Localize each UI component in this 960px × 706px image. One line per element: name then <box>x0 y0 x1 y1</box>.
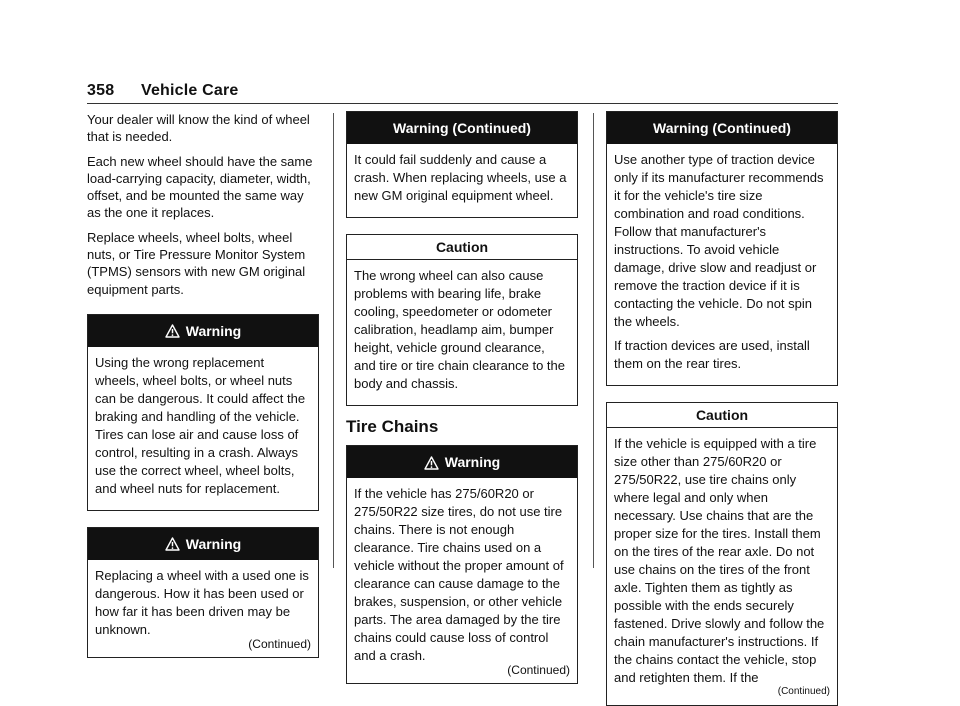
column-2 <box>346 111 578 684</box>
warning-continued-box <box>606 111 838 386</box>
warning-triangle-icon <box>165 537 180 551</box>
warning-triangle-icon <box>424 456 439 470</box>
header-rule <box>87 103 838 104</box>
warning-box <box>87 314 319 511</box>
column-3 <box>606 111 838 706</box>
warning-text: Using the wrong replacement wheels, wheel bolts, or wheel nuts can be dangerous. It could affect the braking and handling of the vehicle. Tires can lose air and cause loss of control, resulting in a crash. Always use the correct wheel, wheel bolts, and wheel nuts for replacement. <box>95 354 306 496</box>
warning-text: If the vehicle has 275/60R20 or 275/50R22 size tires, do not use tire chains. There is not enough clearance. Tire chains used on a vehicle without the proper amount of clearance can cause damage to the brakes, suspension, or other vehicle parts. The area damaged by the tire chains could cause loss of control and a crash. <box>354 486 564 664</box>
warning-text: Use another type of traction device only if its manufacturer recommends it for the vehicle's tire size combination and road conditions. Follow that manufacturer's instructions. To avoid vehicle damage, drive slow and readjust or remove the traction device if it is contacting the vehicle. Do not spin the wheels. <box>614 152 824 329</box>
warning-text: If traction devices are used, install them on the rear tires. <box>614 338 810 371</box>
warning-title: Warning <box>185 322 242 339</box>
warning-header: Warning (Continued) <box>607 112 837 144</box>
caution-box <box>606 402 838 706</box>
warning-box <box>87 527 319 658</box>
paragraph: Each new wheel should have the same load-carrying capacity, diameter, width, offset, and be mounted the same way as the one it replaces. <box>87 153 313 221</box>
column-1 <box>87 111 319 658</box>
warning-title: Warning <box>444 454 501 471</box>
warning-body <box>607 144 837 385</box>
page-header <box>87 82 239 100</box>
warning-box <box>346 445 578 684</box>
caution-body <box>607 428 837 705</box>
warning-body <box>347 144 577 217</box>
warning-header <box>88 528 318 560</box>
warning-title: Warning <box>185 535 242 552</box>
column-divider <box>333 113 334 568</box>
continued-label: (Continued) <box>507 663 570 678</box>
continued-label: (Continued) <box>777 686 830 697</box>
warning-triangle-icon <box>165 324 180 338</box>
warning-text: It could fail suddenly and cause a crash. When replacing wheels, use a new GM original equipment wheel. <box>354 152 567 203</box>
caution-body <box>347 260 577 405</box>
caution-text: If the vehicle is equipped with a tire size other than 275/60R20 or 275/50R22, use tire chains only where legal and only when necessary. Use chains that are the proper size for the tires. Install them on the tires of the rear axle. Do not use chains on the tires of the front axle. Tighten them as tightly as possible with the ends securely fastened. Drive slowly and follow the chain manufacturer's instructions. If the chains contact the vehicle, stop and retighten them. If the <box>614 436 825 685</box>
caution-header: Caution <box>607 403 837 428</box>
paragraph: Your dealer will know the kind of wheel that is needed. <box>87 112 310 145</box>
caution-box <box>346 234 578 406</box>
tire-chains-heading: Tire Chains <box>346 417 439 436</box>
page-number: 358 <box>87 82 115 99</box>
warning-header: Warning (Continued) <box>347 112 577 144</box>
warning-body <box>347 478 577 683</box>
warning-text: Replacing a wheel with a used one is dangerous. How it has been used or how far it has been driven may be unknown. <box>95 567 309 637</box>
caution-text: The wrong wheel can also cause problems with bearing life, brake cooling, speedometer or odometer calibration, headlamp aim, bumper height, vehicle ground clearance, and tire or tire chain clearance to the body and chassis. <box>354 268 566 391</box>
paragraph: Replace wheels, wheel bolts, wheel nuts, or Tire Pressure Monitor System (TPMS) sensors with new GM original equipment parts. <box>87 229 306 297</box>
caution-header: Caution <box>347 235 577 260</box>
warning-body <box>88 560 318 657</box>
section-title: Vehicle Care <box>140 82 239 99</box>
warning-body <box>88 347 318 510</box>
warning-header <box>347 446 577 478</box>
warning-header <box>88 315 318 347</box>
warning-continued-box <box>346 111 578 218</box>
column-divider <box>593 113 594 568</box>
continued-label: (Continued) <box>248 636 311 651</box>
